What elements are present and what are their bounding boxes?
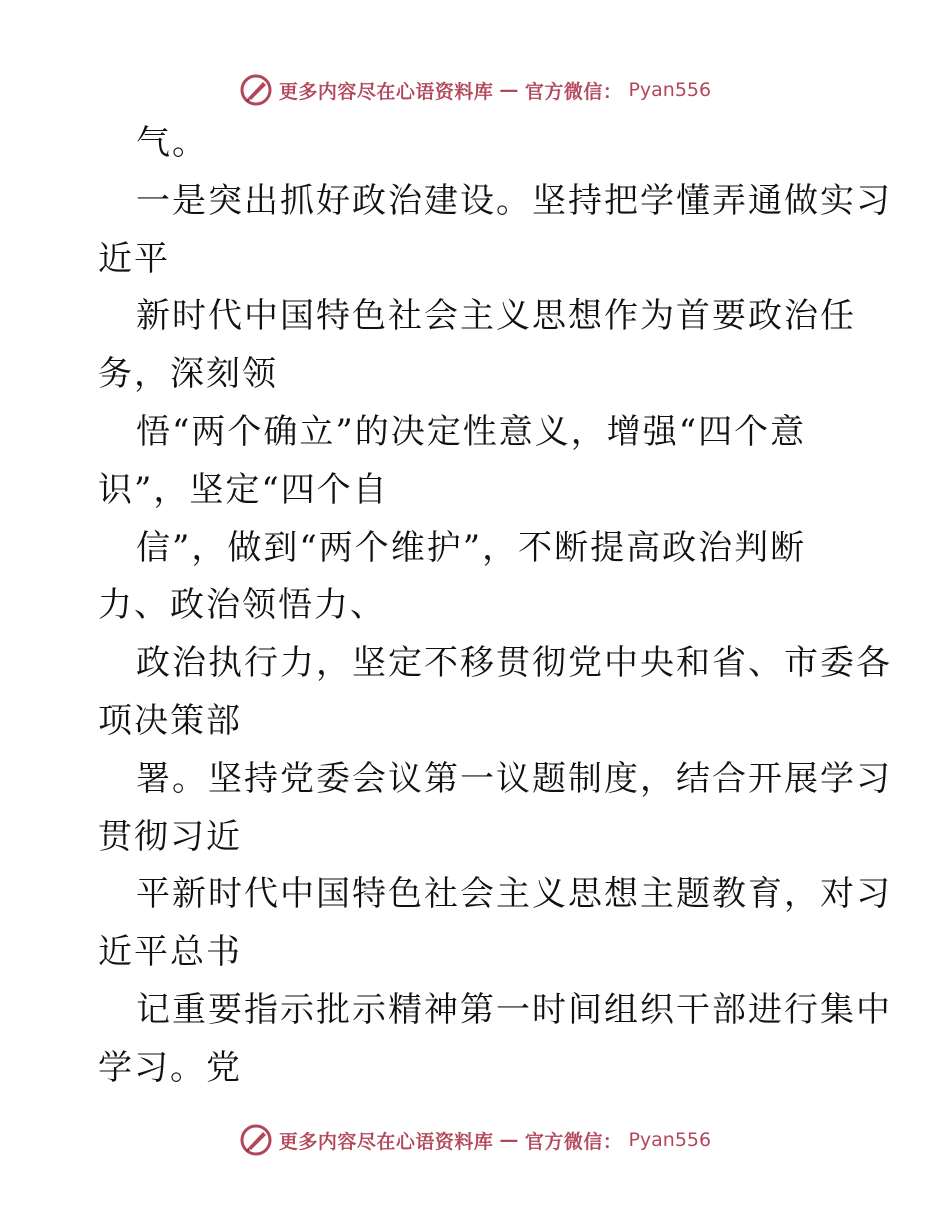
body-line: 一是突出抓好政治建设。坚持把学懂弄通做实习	[136, 180, 892, 221]
quill-pen-icon	[239, 73, 273, 107]
footer-wechat-label: 官方微信：	[524, 1130, 623, 1153]
body-line: 识”，坚定“四个自	[98, 469, 389, 510]
footer-wechat-id: Pyan556	[628, 1129, 712, 1151]
body-line: 悟“两个确立”的决定性意义，增强“四个意	[136, 411, 807, 452]
body-line: 平新时代中国特色社会主义思想主题教育，对习	[136, 874, 892, 915]
header-wechat-label: 官方微信：	[524, 80, 623, 103]
body-line: 新时代中国特色社会主义思想作为首要政治任	[136, 296, 856, 337]
footer-banner	[0, 1120, 950, 1160]
body-line: 署。坚持党委会议第一议题制度，结合开展学习	[136, 758, 892, 799]
body-line: 贯彻习近	[98, 816, 242, 857]
body-line: 气。	[136, 123, 208, 163]
body-line: 力、政治领悟力、	[98, 585, 386, 626]
document-body	[98, 115, 892, 1098]
body-line: 政治执行力，坚定不移贯彻党中央和省、市委各	[136, 643, 892, 684]
header-banner	[0, 70, 950, 110]
footer-separator: —	[499, 1129, 519, 1151]
body-line: 近平总书	[98, 932, 242, 973]
body-line: 务，深刻领	[98, 354, 278, 395]
body-line: 记重要指示批示精神第一时间组织干部进行集中	[136, 989, 892, 1030]
body-line: 学习。党	[98, 1047, 242, 1088]
header-separator: —	[499, 79, 519, 101]
body-line: 信”，做到“两个维护”，不断提高政治判断	[136, 527, 807, 568]
body-line: 项决策部	[98, 700, 242, 741]
header-brand-text: 更多内容尽在心语资料库	[278, 80, 494, 103]
quill-pen-icon	[239, 1123, 273, 1157]
header-wechat-id: Pyan556	[628, 79, 712, 101]
footer-brand-text: 更多内容尽在心语资料库	[278, 1130, 494, 1153]
body-line: 近平	[98, 238, 170, 279]
